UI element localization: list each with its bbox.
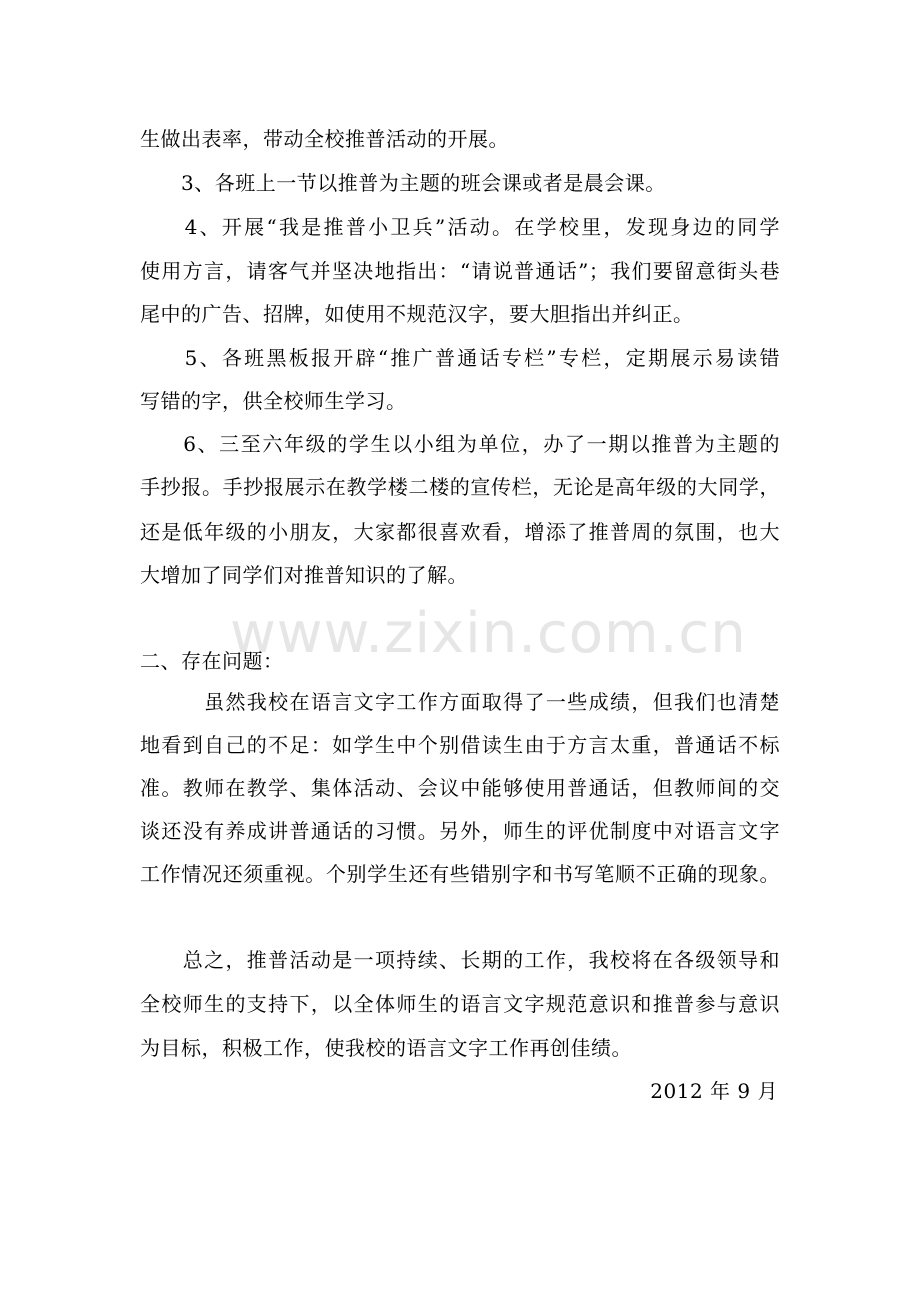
text-line: 谈还没有养成讲普通话的习惯。另外，师生的评优制度中对语言文字	[140, 819, 780, 843]
text-line: 5、各班黑板报开辟“推广普通话专栏”专栏，定期展示易读错	[140, 346, 780, 370]
section-heading: 二、存在问题：	[140, 649, 284, 673]
text-line: 大增加了同学们对推普知识的了解。	[140, 563, 468, 587]
text-line: 工作情况还须重视。个别学生还有些错别字和书写笔顺不正确的现象。	[140, 862, 780, 886]
text-line: 总之，推普活动是一项持续、长期的工作，我校将在各级领导和	[140, 948, 780, 972]
text-line: 全校师生的支持下，以全体师生的语言文字规范意识和推普参与意识	[140, 992, 780, 1016]
text-line: 6、三至六年级的学生以小组为单位，办了一期以推普为主题的	[140, 432, 780, 456]
text-line: 地看到自己的不足：如学生中个别借读生由于方言太重，普通话不标	[140, 733, 780, 757]
text-line: 虽然我校在语言文字工作方面取得了一些成绩，但我们也清楚	[140, 690, 780, 714]
text-line: 4、开展“我是推普小卫兵”活动。在学校里，发现身边的同学	[140, 215, 780, 239]
text-line: 手抄报。手抄报展示在教学楼二楼的宣传栏，无论是高年级的大同学，	[140, 475, 780, 499]
text-line: 写错的字，供全校师生学习。	[140, 389, 407, 413]
watermark: www.zixin.com.cn	[230, 601, 747, 666]
text-line: 为目标，积极工作，使我校的语言文字工作再创佳绩。	[140, 1036, 632, 1060]
text-line: 生做出表率，带动全校推普活动的开展。	[140, 127, 509, 151]
text-line: 3、各班上一节以推普为主题的班会课或者是晨会课。	[140, 171, 666, 195]
text-line: 准。教师在教学、集体活动、会议中能够使用普通话，但教师间的交	[140, 776, 780, 800]
document-date: 2012 年 9 月	[650, 1079, 778, 1103]
text-line: 还是低年级的小朋友，大家都很喜欢看，增添了推普周的氛围，也大	[140, 520, 780, 544]
text-line: 使用方言，请客气并坚决地指出：“请说普通话”；我们要留意街头巷	[140, 259, 780, 283]
text-line: 尾中的广告、招牌，如使用不规范汉字，要大胆指出并纠正。	[140, 302, 694, 326]
